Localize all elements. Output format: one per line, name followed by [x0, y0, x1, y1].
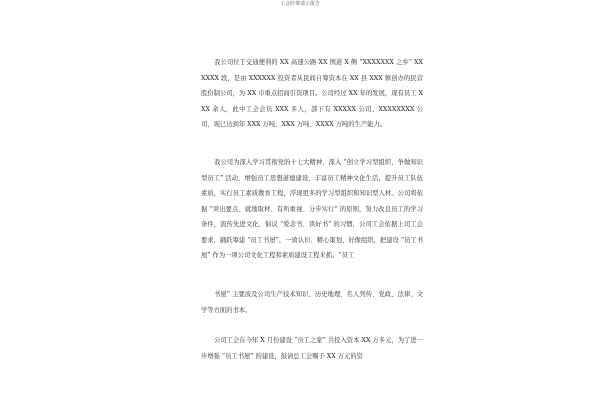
- paragraph-text: 书屋” 主要波及公司生产技术知识、历史地理、名人列传、党政、法律、文学等方面的书本。: [201, 291, 423, 314]
- page-header: 工会经费请示报告: [279, 1, 320, 7]
- paragraph-bookroom-content: [201, 287, 423, 318]
- paragraph-text: 我公司位于交通便利的 XX 高速公路 XX 国道 X 侧 “XXXXXXX 之乡” XXXXXX 段，是由 XXXXXX 投资者从民间自筹资本在 XX 县 XXX 镇创办的民营股份制公司，为 XX 市重点招商引资项目。公司经过 XX 年的发展，现有员工 XXX 余人，此中工会会员 XXX 多人，部下有 XXXXX 公司、XXXXXXXX 公司，现已达到年 XXX 万吨、XXX 万吨、XXXX 万吨的生产能力。: [201, 59, 423, 128]
- paragraph-text: 公司工会在今年 X 月份建设 “员工之家” 共投入资本 XX 万多元，为了进一步增强 “员工书屋” 的建设，鼓请总工会赐予 XX 万元的资: [201, 337, 423, 360]
- paragraph-funding: [201, 333, 423, 364]
- paragraph-text: 我公司为深入学习贯彻党的十七大精神，深入 “创立学习型组织，争做知识型员工” 活动，增强员工思想道德建设，丰富员工精神文化生活，提升员工队伍素质，实行员工素质教育工程，浮现更多的学习型组织和知识型人材。公司将依据 “突出要点、就地取材、有所重视、分步实行” 的原则，努力改良员工的学习条件，流传先进文化，倡议 “爱念书、读好书” 的习惯，公司工会依据上司工会要求，踊跃筹建 “员工书屋”，一致认识、精心策划、好像组织，把建设 “员工书屋” 作为一项公司文化工程和素质建设工程来抓。“员工: [201, 159, 423, 259]
- paragraph-company-intro: [201, 55, 423, 133]
- paragraph-study-campaign: [201, 155, 423, 264]
